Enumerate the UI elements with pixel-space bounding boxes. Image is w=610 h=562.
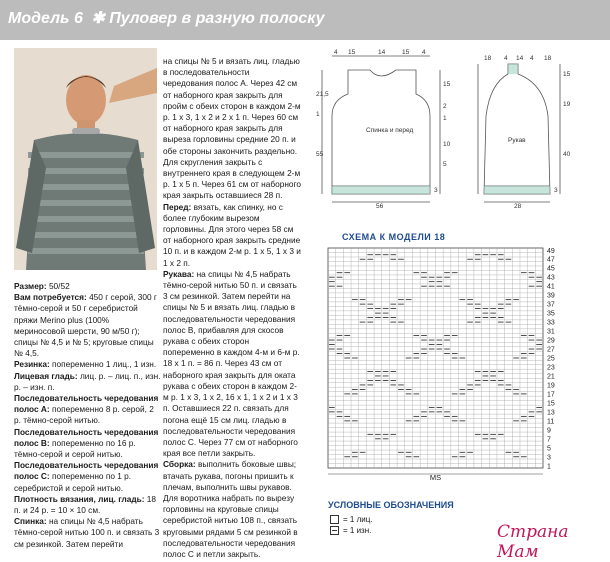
right-text-column [163,56,301,560]
paragraph: Рукава: на спицы № 4,5 набрать тёмно-серой нитью 50 п. и связать 3 см резинкой. Затем перейти на спицы № 5 и вязать лиц. гладью в последовательности чередования полос В, прибавляя для скосов рукава с обеих сторон попеременно в каждом 4-м и 6-м р. 18 х 1 п. = 86 п. Через 43 см от наборного края закрыть для оката рукава с обеих сторон в каждом 2-м р. 1 х 3, 1 х 2, 16 х 1, 1 х 2 и 1 х 3 п. Оставшиеся 22 п. связать для погона ещё 15 см лиц. гладью в последовательности чередования полос С. Через 77 см от наборного края все петли закрыть. [163,268,300,459]
dim-label: 40 [563,151,571,158]
row-number-label: 37 [547,301,555,309]
row-number-label: 47 [547,256,555,264]
paragraph: Спинка: на спицы № 4,5 набрать тёмно-серой нитью 100 п. и связать 3 см резинкой. Затем перейти [14,516,160,549]
model-label: Модель 6 [8,10,83,27]
man-in-striped-sweater-photo [14,48,157,270]
row-number-label: 25 [547,355,555,363]
dim-label: 4 [422,49,426,56]
row-number-label: 7 [547,436,551,444]
paragraph: Плотность вязания, лиц. гладь: 18 п. и 24 р. = 10 × 10 см. [14,493,157,516]
dim-label: 4 [530,55,534,62]
dim-label: 55 [316,151,324,158]
dim-label: 1 [316,111,320,118]
row-number-label: 49 [547,247,555,255]
dim-label: 18 [484,55,492,62]
row-number-label: 19 [547,382,555,390]
row-number-label: 9 [547,427,551,435]
dim-label: 14 [378,49,386,56]
row-number-label: 29 [547,337,555,345]
page-title [8,8,324,28]
legend-item-purl: = 1 изн. [330,526,371,535]
purl-stitch-icon [330,526,339,535]
row-number-label: 41 [547,283,555,291]
row-number-label: 15 [547,400,555,408]
row-number-label: 13 [547,409,555,417]
dim-label: 3 [554,187,558,194]
paragraph: Последовательность чередования полос С: попеременно по 1 р. серебристой и серой нитью. [14,460,159,493]
dim-label: 2 [443,103,447,110]
row-number-label: 3 [547,454,551,462]
knitting-chart [328,248,573,486]
row-number-label: 45 [547,265,555,273]
watermark-logo: Страна Мам [497,522,569,562]
row-number-label: 31 [547,328,555,336]
header-bar [0,0,610,40]
dim-label: 10 [443,141,451,148]
paragraph: Размер: 50/52 [14,281,70,291]
knit-stitch-icon [330,515,339,524]
sleeve-outline [484,64,550,194]
row-number-label: 17 [547,391,555,399]
paragraph: Последовательность чередования полос А: попеременно 8 р. серой, 2 р. тёмно-серой нитью. [14,393,159,426]
dim-label: 1 [443,115,447,122]
dim-label: 5 [443,161,447,168]
dim-label: 4 [504,55,508,62]
dim-label: 15 [402,49,410,56]
paragraph: Вам потребуется: 450 г серой, 300 г тёмно-серой и 50 г серебристой пряжи Merino plus (100% мериносовой шерсти, 90 м/50 г); спицы № 4,5 и № 5; круговые спицы № 4,5. [14,292,157,359]
paragraph: Перед: вязать, как спинку, но с более глубоким вырезом горловины. Для этого через 58 см от наборного края закрыть средние 10 п. и в каждом 2-м р. 1 х 5, 1 х 3 и 1 х 2 п. [163,201,301,268]
pattern-schematics [318,46,593,208]
dim-label: 15 [563,71,571,78]
paragraph: Последовательность чередования полос В: попеременно по 16 р. тёмно-серой и серой нитью. [14,426,159,460]
dim-label: 15 [443,81,451,88]
paragraph: Сборка: выполнить боковые швы; втачать рукава, погоны пришить к плечам, выполнить швы рукавов. Для воротника набрать по вырезу горловины на круговые спицы серебристой нитью 108 п., связать круговыми рядами 5 см резинкой в последовательности чередования полос С и петли закрыть. [163,459,298,559]
row-number-label: 43 [547,274,555,282]
dim-label: 56 [376,203,384,210]
left-text-column [14,281,162,550]
row-number-label: 21 [547,373,555,381]
dim-label: 28 [514,203,522,210]
legend-item-knit: = 1 лиц. [330,515,373,524]
row-number-label: 27 [547,346,555,354]
row-number-label: 11 [547,418,555,426]
body-scheme-label: Спинка и перед [366,127,414,134]
row-number-label: 23 [547,364,555,372]
row-number-label: 39 [547,292,555,300]
model-title: Пуловер в разную полоску [109,10,325,27]
paragraph: Резинка: попеременно 1 лиц., 1 изн. [14,359,157,370]
chart-title: СХЕМА К МОДЕЛИ 18 [342,232,446,242]
dim-label: 14 [516,55,524,62]
dim-label: 3 [434,187,438,194]
row-number-label: 35 [547,310,555,318]
row-number-label: 5 [547,445,551,453]
sleeve-scheme-label: Рукав [508,137,526,144]
paragraph: на спицы № 5 и вязать лиц. гладью в последовательности чередования полос А. Через 42 см от наборного края закрыть для пройм с обеих сторон в каждом 2-м р. 1 х 3, 1 х 2 и 2 х 1 п. Через 60 см от наборного края закрыть для выреза горловины средние 20 п. и обе стороны закончить раздельно. Для скругления закрыть с внутреннего края в следующем 2-м р. 1 х 5 п. Через 61 см от наборного края закрыть оставшиеся 28 п. [163,56,301,201]
dim-label: 21,5 [316,91,329,98]
dim-label: 15 [348,49,356,56]
dim-label: 4 [334,49,338,56]
dim-label: 19 [563,101,571,108]
row-number-label: 1 [547,463,551,471]
legend-title: УСЛОВНЫЕ ОБОЗНАЧЕНИЯ [328,500,454,510]
row-number-label: 33 [547,319,555,327]
paragraph: Лицевая гладь: лиц. р. – лиц. п., изн. р. – изн. п. [14,370,161,392]
star-icon: ✱ [91,10,105,27]
center-marker-label: MS [429,473,442,482]
dim-label: 18 [544,55,552,62]
